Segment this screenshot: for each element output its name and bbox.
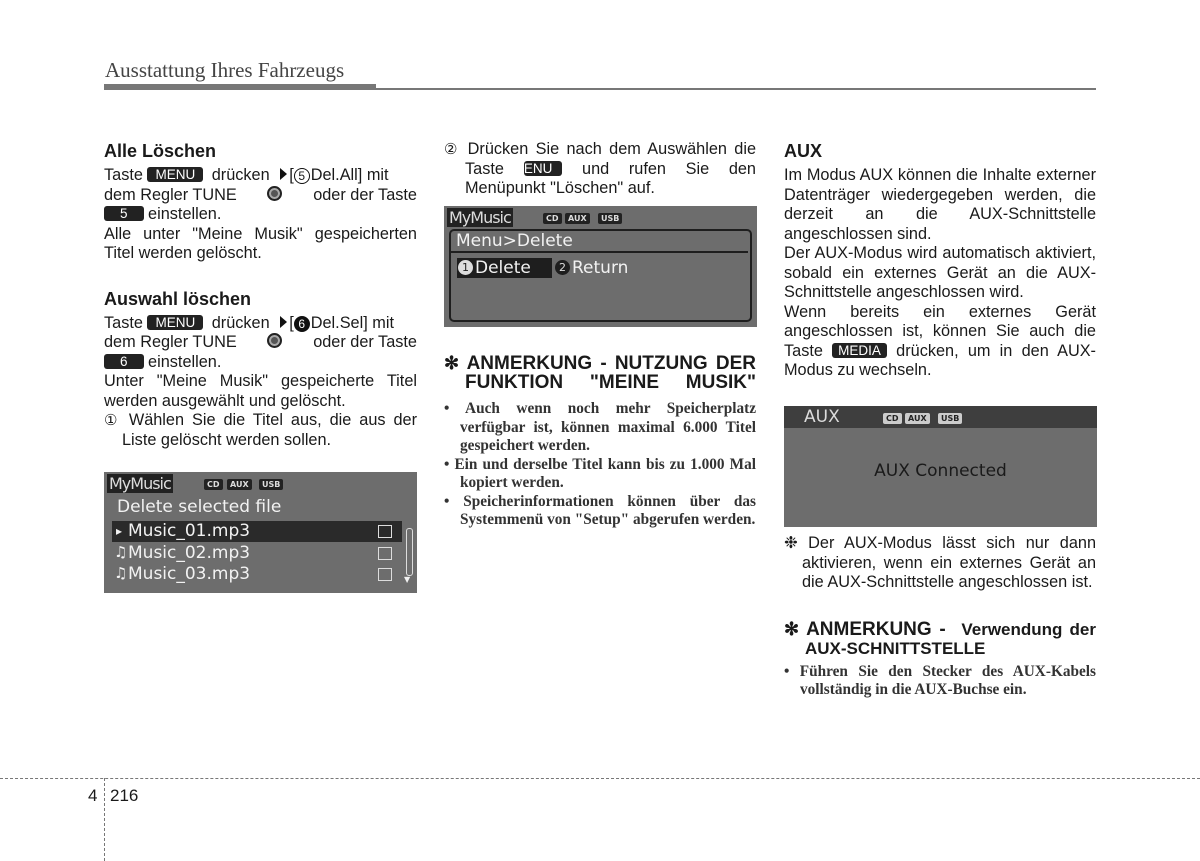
- checkbox-icon: [378, 547, 392, 560]
- usb-badge: USB: [259, 479, 283, 490]
- scroll-down-icon: ▼: [404, 575, 411, 584]
- checkbox-icon: [378, 525, 392, 538]
- aux-note-area: [784, 534, 1096, 700]
- tune-knob-icon: [267, 186, 282, 201]
- note-music: [444, 354, 756, 530]
- checkbox-icon: [378, 568, 392, 581]
- column-right: [784, 140, 1096, 381]
- asterisk-icon: ✻: [784, 618, 800, 639]
- media-key-badge: MEDIA: [832, 343, 887, 358]
- cd-badge: CD: [543, 213, 562, 224]
- usb-badge: USB: [598, 213, 622, 224]
- step-2: ② Drücken Sie nach dem Auswählen die Taste MENU und rufen Sie den Menüpunkt "Löschen" auf.: [444, 140, 756, 197]
- option-delete-selected: 1 Delete: [457, 258, 552, 278]
- menu-key-badge: MENU: [147, 315, 203, 330]
- chapter-number: 4: [88, 786, 98, 805]
- menu-path: Menu>Delete: [456, 231, 573, 251]
- scrollbar: [406, 528, 413, 576]
- list-row-selected: ▸ Music_01.mp3: [112, 521, 402, 542]
- screen-menu-delete: [444, 206, 757, 327]
- page-number: 216: [110, 786, 139, 805]
- screen-aux-connected: [784, 406, 1097, 527]
- section-heading-aux: AUX: [784, 141, 823, 161]
- play-arrow-icon: ▸: [116, 524, 123, 538]
- note-title: ANMERKUNG - NUTZUNG DER FUNKTION "MEINE MUSIK": [465, 353, 756, 393]
- asterisk-icon: ❉: [784, 534, 798, 552]
- star-note: ❉ Der AUX-Modus lässt sich nur dann aktivieren, wenn ein externes Gerät an die AUX-Schnittstelle angeschlossen ist.: [784, 534, 1096, 591]
- aux-badge: AUX: [227, 479, 252, 490]
- list-item: • Ein und derselbe Titel kann bis zu 1.000 Mal kopiert werden.: [444, 455, 756, 491]
- paragraph: Alle unter "Meine Musik" gespeicherten Titel werden gelöscht.: [104, 224, 417, 262]
- music-note-icon: ♫: [114, 543, 128, 561]
- list-item: • Auch wenn noch mehr Speicherplatz verfügbar ist, können maximal 6.000 Titel gespeichert werden.: [444, 400, 756, 454]
- divider: [451, 251, 748, 253]
- paragraph: Im Modus AUX können die Inhalte externer Datenträger wiedergegeben werden, die derzeit an die AUX-Schnittstelle angeschlossen sind.: [784, 166, 1096, 243]
- column-left: Alle Löschen Taste MENU drücken [ 5 Del.All] mit dem Regler TUNE oder der Taste 5 einstellen. Alle unter "Meine Musik" gespeicherten Titel werden gelöscht. Auswahl löschen Taste MENU drücken [ 6 Del.Sel] mit dem Regler TUNE oder der Taste 6 einstellen. Unter "Meine Musik" gespeicherte Titel werden ausgewählt und gelöscht. ① Wählen Sie die Titel aus, die aus der Liste gelöscht werden sollen.: [104, 141, 418, 449]
- step-1: ① Wählen Sie die Titel aus, die aus der Liste gelöscht werden sollen.: [104, 411, 418, 449]
- menu-key-badge: MENU: [147, 167, 203, 182]
- note-bullets: [444, 400, 756, 530]
- note-bullets: [784, 663, 1096, 700]
- list-row: ♫ Music_03.mp3: [112, 564, 402, 585]
- circled-number-icon: 5: [294, 168, 310, 184]
- column-middle: [444, 140, 756, 199]
- option-return: 2 Return: [554, 258, 654, 278]
- paragraph: Wenn bereits ein externes Gerät angeschlossen ist, können Sie auch die Taste MEDIA drücken, um in den AUX-Modus zu wechseln.: [784, 302, 1096, 379]
- usb-badge: USB: [938, 413, 962, 424]
- list-item: • Führen Sie den Stecker des AUX-Kabels vollständig in die AUX-Buchse ein.: [784, 662, 1096, 698]
- cd-badge: CD: [204, 479, 223, 490]
- page-header-title: Ausstattung Ihres Fahrzeugs: [105, 58, 345, 82]
- note-aux-title: ✻ ANMERKUNG - Verwendung der AUX-SCHNITTSTELLE: [784, 618, 1097, 658]
- screen-title: AUX: [804, 407, 840, 427]
- instruction-line: Taste MENU drücken [ 5 Del.All] mit: [104, 166, 389, 184]
- paragraph: Der AUX-Modus wird automatisch aktiviert, sobald ein externes Gerät an die AUX-Schnittstelle angeschlossen wird.: [784, 244, 1096, 301]
- cd-badge: CD: [883, 413, 902, 424]
- list-item: • Speicherinformationen können über das Systemmenü von "Setup" abgerufen werden.: [444, 492, 756, 528]
- footer-rule: [0, 778, 1200, 779]
- aux-badge: AUX: [565, 213, 590, 224]
- asterisk-icon: ✻: [444, 353, 460, 373]
- screen-mymusic-delete-list: [104, 472, 417, 593]
- aux-badge: AUX: [905, 413, 930, 424]
- screen-subtitle: Delete selected file: [117, 497, 282, 517]
- play-arrow-icon: [280, 316, 287, 328]
- circled-number-icon: 2: [555, 260, 570, 275]
- tune-knob-icon: [267, 333, 282, 348]
- screen-title: MyMusic: [109, 474, 171, 493]
- aux-status-message: AUX Connected: [874, 461, 1007, 481]
- list-row: ♫ Music_02.mp3: [112, 543, 402, 564]
- instruction-line: Taste MENU drücken [ 6 Del.Sel] mit: [104, 313, 394, 332]
- screen-title: MyMusic: [449, 208, 511, 227]
- circled-number-icon: 1: [458, 260, 473, 275]
- number-key-badge: 5: [104, 206, 144, 221]
- footer-margin-rule: [104, 778, 105, 861]
- header-rule-accent: [104, 84, 376, 90]
- section-heading-delete-selected: Auswahl löschen: [104, 288, 252, 309]
- section-heading-delete-all: Alle Löschen: [104, 141, 217, 161]
- circled-number-icon: 6: [294, 316, 310, 332]
- menu-key-badge: MENU: [524, 161, 563, 176]
- music-note-icon: ♫: [114, 564, 128, 582]
- paragraph: Unter "Meine Musik" gespeicherte Titel werden ausgewählt und gelöscht.: [104, 372, 417, 410]
- play-arrow-icon: [280, 168, 287, 180]
- number-key-badge: 6: [104, 354, 144, 369]
